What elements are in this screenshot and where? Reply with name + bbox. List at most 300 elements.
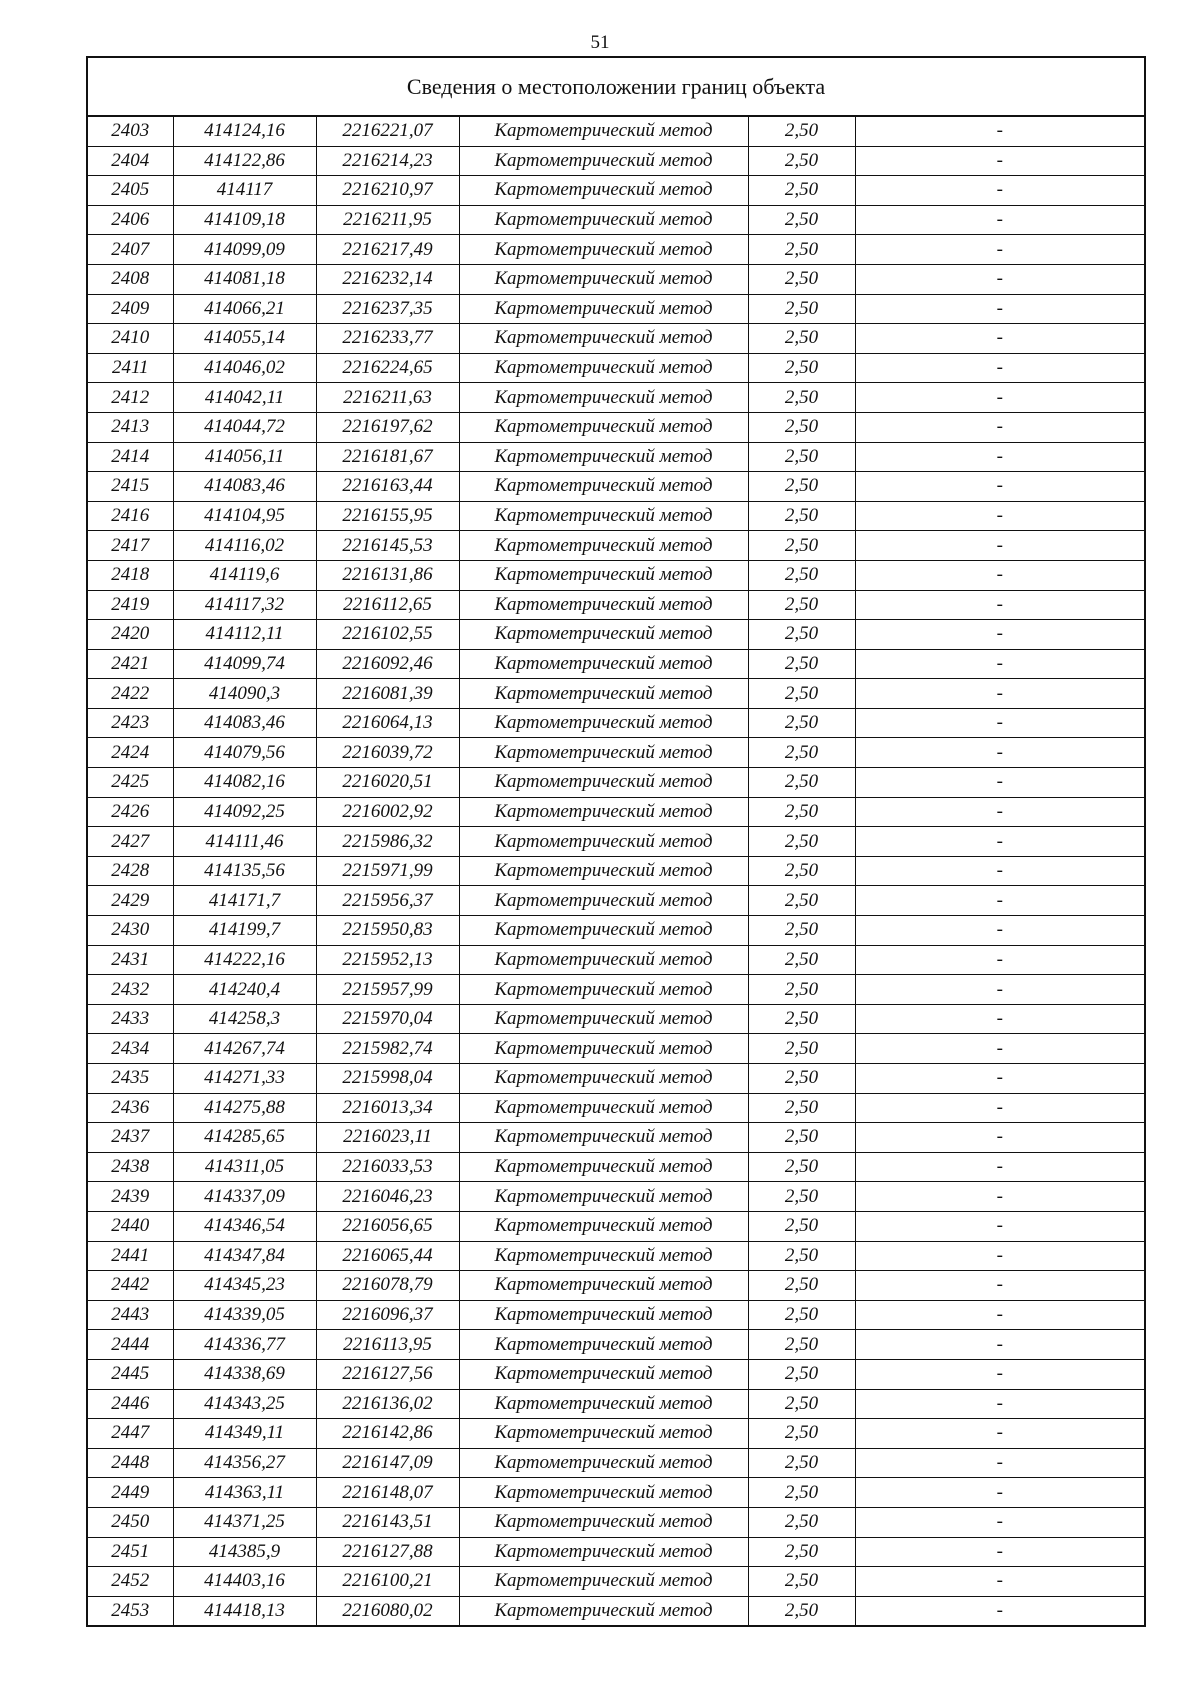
accuracy-cell: 2,50 [748,1359,855,1389]
description-cell: - [855,1271,1144,1301]
point-number-cell: 2428 [88,856,173,886]
x-coordinate-cell: 414171,7 [173,886,316,916]
point-number-cell: 2449 [88,1478,173,1508]
table-row [88,856,1144,886]
point-number-cell: 2423 [88,708,173,738]
method-cell: Картометрический метод [459,1182,748,1212]
point-number-cell: 2442 [88,1271,173,1301]
point-number-cell: 2422 [88,679,173,709]
description-cell: - [855,768,1144,798]
accuracy-cell: 2,50 [748,501,855,531]
point-number-cell: 2436 [88,1093,173,1123]
point-number-cell: 2415 [88,472,173,502]
description-cell: - [855,176,1144,206]
x-coordinate-cell: 414082,16 [173,768,316,798]
x-coordinate-cell: 414356,27 [173,1448,316,1478]
accuracy-cell: 2,50 [748,264,855,294]
method-cell: Картометрический метод [459,1478,748,1508]
description-cell: - [855,1330,1144,1360]
description-cell: - [855,442,1144,472]
x-coordinate-cell: 414271,33 [173,1064,316,1094]
accuracy-cell: 2,50 [748,176,855,206]
x-coordinate-cell: 414285,65 [173,1123,316,1153]
description-cell: - [855,620,1144,650]
accuracy-cell: 2,50 [748,472,855,502]
point-number-cell: 2430 [88,916,173,946]
point-number-cell: 2434 [88,1034,173,1064]
x-coordinate-cell: 414111,46 [173,827,316,857]
y-coordinate-cell: 2215986,32 [316,827,459,857]
table-row [88,827,1144,857]
table-row [88,916,1144,946]
table-row [88,146,1144,176]
x-coordinate-cell: 414258,3 [173,1004,316,1034]
point-number-cell: 2424 [88,738,173,768]
x-coordinate-cell: 414371,25 [173,1507,316,1537]
accuracy-cell: 2,50 [748,916,855,946]
point-number-cell: 2409 [88,294,173,324]
method-cell: Картометрический метод [459,1123,748,1153]
accuracy-cell: 2,50 [748,620,855,650]
y-coordinate-cell: 2216181,67 [316,442,459,472]
x-coordinate-cell: 414347,84 [173,1241,316,1271]
table-row [88,1064,1144,1094]
method-cell: Картометрический метод [459,1211,748,1241]
description-cell: - [855,412,1144,442]
point-number-cell: 2432 [88,975,173,1005]
accuracy-cell: 2,50 [748,560,855,590]
x-coordinate-cell: 414090,3 [173,679,316,709]
accuracy-cell: 2,50 [748,1478,855,1508]
point-number-cell: 2429 [88,886,173,916]
table-row [88,1389,1144,1419]
description-cell: - [855,1004,1144,1034]
description-cell: - [855,1241,1144,1271]
point-number-cell: 2421 [88,649,173,679]
x-coordinate-cell: 414349,11 [173,1419,316,1449]
table-row [88,1211,1144,1241]
accuracy-cell: 2,50 [748,1300,855,1330]
method-cell: Картометрический метод [459,1419,748,1449]
table-row [88,1300,1144,1330]
y-coordinate-cell: 2215998,04 [316,1064,459,1094]
x-coordinate-cell: 414046,02 [173,353,316,383]
description-cell: - [855,324,1144,354]
x-coordinate-cell: 414311,05 [173,1152,316,1182]
y-coordinate-cell: 2216020,51 [316,768,459,798]
x-coordinate-cell: 414079,56 [173,738,316,768]
accuracy-cell: 2,50 [748,1448,855,1478]
y-coordinate-cell: 2216211,95 [316,205,459,235]
point-number-cell: 2443 [88,1300,173,1330]
point-number-cell: 2446 [88,1389,173,1419]
accuracy-cell: 2,50 [748,531,855,561]
accuracy-cell: 2,50 [748,1152,855,1182]
y-coordinate-cell: 2216039,72 [316,738,459,768]
x-coordinate-cell: 414055,14 [173,324,316,354]
coordinates-table-body [88,117,1144,1625]
description-cell: - [855,975,1144,1005]
x-coordinate-cell: 414222,16 [173,945,316,975]
accuracy-cell: 2,50 [748,649,855,679]
description-cell: - [855,1211,1144,1241]
table-row [88,1330,1144,1360]
x-coordinate-cell: 414083,46 [173,708,316,738]
table-header-title: Сведения о местоположении границ объекта [88,58,1144,117]
point-number-cell: 2433 [88,1004,173,1034]
accuracy-cell: 2,50 [748,294,855,324]
y-coordinate-cell: 2216127,56 [316,1359,459,1389]
x-coordinate-cell: 414119,6 [173,560,316,590]
method-cell: Картометрический метод [459,117,748,146]
x-coordinate-cell: 414363,11 [173,1478,316,1508]
accuracy-cell: 2,50 [748,412,855,442]
y-coordinate-cell: 2216221,07 [316,117,459,146]
point-number-cell: 2431 [88,945,173,975]
table-row [88,975,1144,1005]
table-row [88,353,1144,383]
table-row [88,1004,1144,1034]
description-cell: - [855,264,1144,294]
x-coordinate-cell: 414135,56 [173,856,316,886]
method-cell: Картометрический метод [459,620,748,650]
y-coordinate-cell: 2216081,39 [316,679,459,709]
description-cell: - [855,235,1144,265]
method-cell: Картометрический метод [459,1507,748,1537]
y-coordinate-cell: 2216143,51 [316,1507,459,1537]
y-coordinate-cell: 2216078,79 [316,1271,459,1301]
description-cell: - [855,1093,1144,1123]
method-cell: Картометрический метод [459,975,748,1005]
y-coordinate-cell: 2215956,37 [316,886,459,916]
description-cell: - [855,1359,1144,1389]
accuracy-cell: 2,50 [748,1064,855,1094]
point-number-cell: 2437 [88,1123,173,1153]
x-coordinate-cell: 414418,13 [173,1596,316,1625]
method-cell: Картометрический метод [459,1064,748,1094]
accuracy-cell: 2,50 [748,738,855,768]
description-cell: - [855,1034,1144,1064]
description-cell: - [855,472,1144,502]
point-number-cell: 2452 [88,1567,173,1597]
accuracy-cell: 2,50 [748,1596,855,1625]
method-cell: Картометрический метод [459,1448,748,1478]
x-coordinate-cell: 414104,95 [173,501,316,531]
method-cell: Картометрический метод [459,146,748,176]
y-coordinate-cell: 2216197,62 [316,412,459,442]
point-number-cell: 2408 [88,264,173,294]
y-coordinate-cell: 2215970,04 [316,1004,459,1034]
x-coordinate-cell: 414056,11 [173,442,316,472]
x-coordinate-cell: 414338,69 [173,1359,316,1389]
point-number-cell: 2412 [88,383,173,413]
x-coordinate-cell: 414124,16 [173,117,316,146]
method-cell: Картометрический метод [459,560,748,590]
method-cell: Картометрический метод [459,1330,748,1360]
point-number-cell: 2418 [88,560,173,590]
description-cell: - [855,294,1144,324]
description-cell: - [855,945,1144,975]
description-cell: - [855,560,1144,590]
table-row [88,738,1144,768]
description-cell: - [855,856,1144,886]
description-cell: - [855,353,1144,383]
description-cell: - [855,1182,1144,1212]
description-cell: - [855,738,1144,768]
table-row [88,1567,1144,1597]
description-cell: - [855,1507,1144,1537]
table-row [88,1448,1144,1478]
accuracy-cell: 2,50 [748,975,855,1005]
accuracy-cell: 2,50 [748,1211,855,1241]
y-coordinate-cell: 2216155,95 [316,501,459,531]
method-cell: Картометрический метод [459,1271,748,1301]
method-cell: Картометрический метод [459,797,748,827]
method-cell: Картометрический метод [459,442,748,472]
description-cell: - [855,1478,1144,1508]
y-coordinate-cell: 2216127,88 [316,1537,459,1567]
table-row [88,768,1144,798]
method-cell: Картометрический метод [459,353,748,383]
accuracy-cell: 2,50 [748,1389,855,1419]
point-number-cell: 2439 [88,1182,173,1212]
method-cell: Картометрический метод [459,412,748,442]
method-cell: Картометрический метод [459,945,748,975]
method-cell: Картометрический метод [459,679,748,709]
description-cell: - [855,1389,1144,1419]
point-number-cell: 2441 [88,1241,173,1271]
method-cell: Картометрический метод [459,1567,748,1597]
description-cell: - [855,1152,1144,1182]
description-cell: - [855,916,1144,946]
table-row [88,1507,1144,1537]
point-number-cell: 2405 [88,176,173,206]
y-coordinate-cell: 2215982,74 [316,1034,459,1064]
point-number-cell: 2413 [88,412,173,442]
table-row [88,442,1144,472]
y-coordinate-cell: 2216217,49 [316,235,459,265]
description-cell: - [855,1300,1144,1330]
accuracy-cell: 2,50 [748,1034,855,1064]
method-cell: Картометрический метод [459,235,748,265]
method-cell: Картометрический метод [459,1152,748,1182]
table-row [88,649,1144,679]
accuracy-cell: 2,50 [748,679,855,709]
table-row [88,117,1144,146]
y-coordinate-cell: 2215950,83 [316,916,459,946]
point-number-cell: 2450 [88,1507,173,1537]
page-number: 51 [590,32,610,53]
method-cell: Картометрический метод [459,1359,748,1389]
description-cell: - [855,679,1144,709]
point-number-cell: 2453 [88,1596,173,1625]
accuracy-cell: 2,50 [748,442,855,472]
y-coordinate-cell: 2215952,13 [316,945,459,975]
accuracy-cell: 2,50 [748,797,855,827]
description-cell: - [855,531,1144,561]
accuracy-cell: 2,50 [748,1123,855,1153]
y-coordinate-cell: 2216147,09 [316,1448,459,1478]
point-number-cell: 2435 [88,1064,173,1094]
accuracy-cell: 2,50 [748,1182,855,1212]
description-cell: - [855,886,1144,916]
x-coordinate-cell: 414081,18 [173,264,316,294]
point-number-cell: 2420 [88,620,173,650]
point-number-cell: 2407 [88,235,173,265]
y-coordinate-cell: 2216056,65 [316,1211,459,1241]
method-cell: Картометрический метод [459,383,748,413]
accuracy-cell: 2,50 [748,590,855,620]
y-coordinate-cell: 2215971,99 [316,856,459,886]
x-coordinate-cell: 414339,05 [173,1300,316,1330]
description-cell: - [855,383,1144,413]
table-row [88,412,1144,442]
method-cell: Картометрический метод [459,768,748,798]
method-cell: Картометрический метод [459,1241,748,1271]
method-cell: Картометрический метод [459,1300,748,1330]
table-row [88,176,1144,206]
table-row [88,1359,1144,1389]
table-row [88,472,1144,502]
x-coordinate-cell: 414042,11 [173,383,316,413]
point-number-cell: 2410 [88,324,173,354]
table-row [88,620,1144,650]
x-coordinate-cell: 414267,74 [173,1034,316,1064]
table-row [88,1419,1144,1449]
x-coordinate-cell: 414275,88 [173,1093,316,1123]
x-coordinate-cell: 414116,02 [173,531,316,561]
table-row [88,708,1144,738]
y-coordinate-cell: 2216100,21 [316,1567,459,1597]
table-row [88,294,1144,324]
table-row [88,945,1144,975]
point-number-cell: 2448 [88,1448,173,1478]
method-cell: Картометрический метод [459,324,748,354]
point-number-cell: 2419 [88,590,173,620]
x-coordinate-cell: 414346,54 [173,1211,316,1241]
table-row [88,590,1144,620]
table-row [88,1537,1144,1567]
accuracy-cell: 2,50 [748,1004,855,1034]
point-number-cell: 2411 [88,353,173,383]
accuracy-cell: 2,50 [748,324,855,354]
accuracy-cell: 2,50 [748,856,855,886]
x-coordinate-cell: 414099,74 [173,649,316,679]
method-cell: Картометрический метод [459,501,748,531]
y-coordinate-cell: 2216064,13 [316,708,459,738]
table-row [88,205,1144,235]
method-cell: Картометрический метод [459,649,748,679]
table-row [88,886,1144,916]
boundary-table-sheet [86,56,1146,1627]
description-cell: - [855,1123,1144,1153]
table-row [88,1123,1144,1153]
table-row [88,383,1144,413]
accuracy-cell: 2,50 [748,235,855,265]
method-cell: Картометрический метод [459,294,748,324]
description-cell: - [855,501,1144,531]
description-cell: - [855,1064,1144,1094]
accuracy-cell: 2,50 [748,1419,855,1449]
method-cell: Картометрический метод [459,827,748,857]
accuracy-cell: 2,50 [748,827,855,857]
method-cell: Картометрический метод [459,1537,748,1567]
y-coordinate-cell: 2216237,35 [316,294,459,324]
table-row [88,235,1144,265]
table-row [88,1478,1144,1508]
y-coordinate-cell: 2216136,02 [316,1389,459,1419]
method-cell: Картометрический метод [459,1093,748,1123]
y-coordinate-cell: 2216113,95 [316,1330,459,1360]
table-row [88,1093,1144,1123]
x-coordinate-cell: 414345,23 [173,1271,316,1301]
x-coordinate-cell: 414385,9 [173,1537,316,1567]
x-coordinate-cell: 414092,25 [173,797,316,827]
table-row [88,264,1144,294]
accuracy-cell: 2,50 [748,117,855,146]
accuracy-cell: 2,50 [748,383,855,413]
accuracy-cell: 2,50 [748,1271,855,1301]
description-cell: - [855,797,1144,827]
table-row [88,797,1144,827]
description-cell: - [855,1537,1144,1567]
y-coordinate-cell: 2216142,86 [316,1419,459,1449]
y-coordinate-cell: 2216232,14 [316,264,459,294]
y-coordinate-cell: 2216233,77 [316,324,459,354]
description-cell: - [855,827,1144,857]
table-row [88,501,1144,531]
x-coordinate-cell: 414240,4 [173,975,316,1005]
x-coordinate-cell: 414403,16 [173,1567,316,1597]
x-coordinate-cell: 414337,09 [173,1182,316,1212]
coordinates-table [88,117,1144,1625]
method-cell: Картометрический метод [459,856,748,886]
table-row [88,1182,1144,1212]
method-cell: Картометрический метод [459,176,748,206]
accuracy-cell: 2,50 [748,146,855,176]
point-number-cell: 2444 [88,1330,173,1360]
point-number-cell: 2451 [88,1537,173,1567]
x-coordinate-cell: 414117,32 [173,590,316,620]
y-coordinate-cell: 2215957,99 [316,975,459,1005]
method-cell: Картометрический метод [459,886,748,916]
description-cell: - [855,590,1144,620]
y-coordinate-cell: 2216163,44 [316,472,459,502]
x-coordinate-cell: 414112,11 [173,620,316,650]
description-cell: - [855,1567,1144,1597]
table-row [88,560,1144,590]
point-number-cell: 2427 [88,827,173,857]
y-coordinate-cell: 2216210,97 [316,176,459,206]
method-cell: Картометрический метод [459,708,748,738]
method-cell: Картометрический метод [459,1034,748,1064]
point-number-cell: 2403 [88,117,173,146]
x-coordinate-cell: 414099,09 [173,235,316,265]
accuracy-cell: 2,50 [748,768,855,798]
y-coordinate-cell: 2216002,92 [316,797,459,827]
description-cell: - [855,146,1144,176]
y-coordinate-cell: 2216080,02 [316,1596,459,1625]
y-coordinate-cell: 2216102,55 [316,620,459,650]
point-number-cell: 2406 [88,205,173,235]
description-cell: - [855,205,1144,235]
point-number-cell: 2426 [88,797,173,827]
y-coordinate-cell: 2216023,11 [316,1123,459,1153]
y-coordinate-cell: 2216224,65 [316,353,459,383]
y-coordinate-cell: 2216148,07 [316,1478,459,1508]
x-coordinate-cell: 414343,25 [173,1389,316,1419]
method-cell: Картометрический метод [459,205,748,235]
